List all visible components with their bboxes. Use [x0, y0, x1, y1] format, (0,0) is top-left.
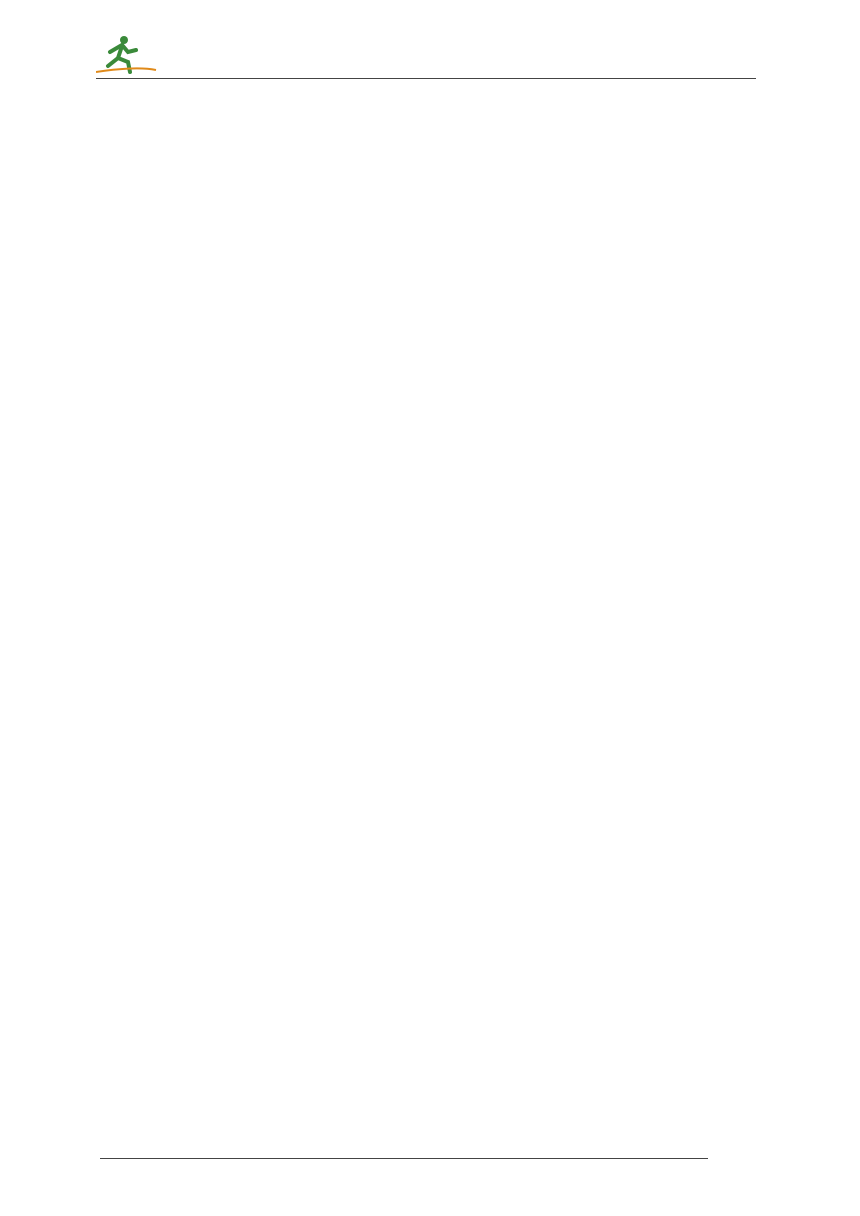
page-header: [96, 32, 756, 80]
logo-21cnjy-icon: [96, 32, 266, 76]
footer-divider: [100, 1158, 708, 1159]
header-divider: [96, 78, 756, 79]
